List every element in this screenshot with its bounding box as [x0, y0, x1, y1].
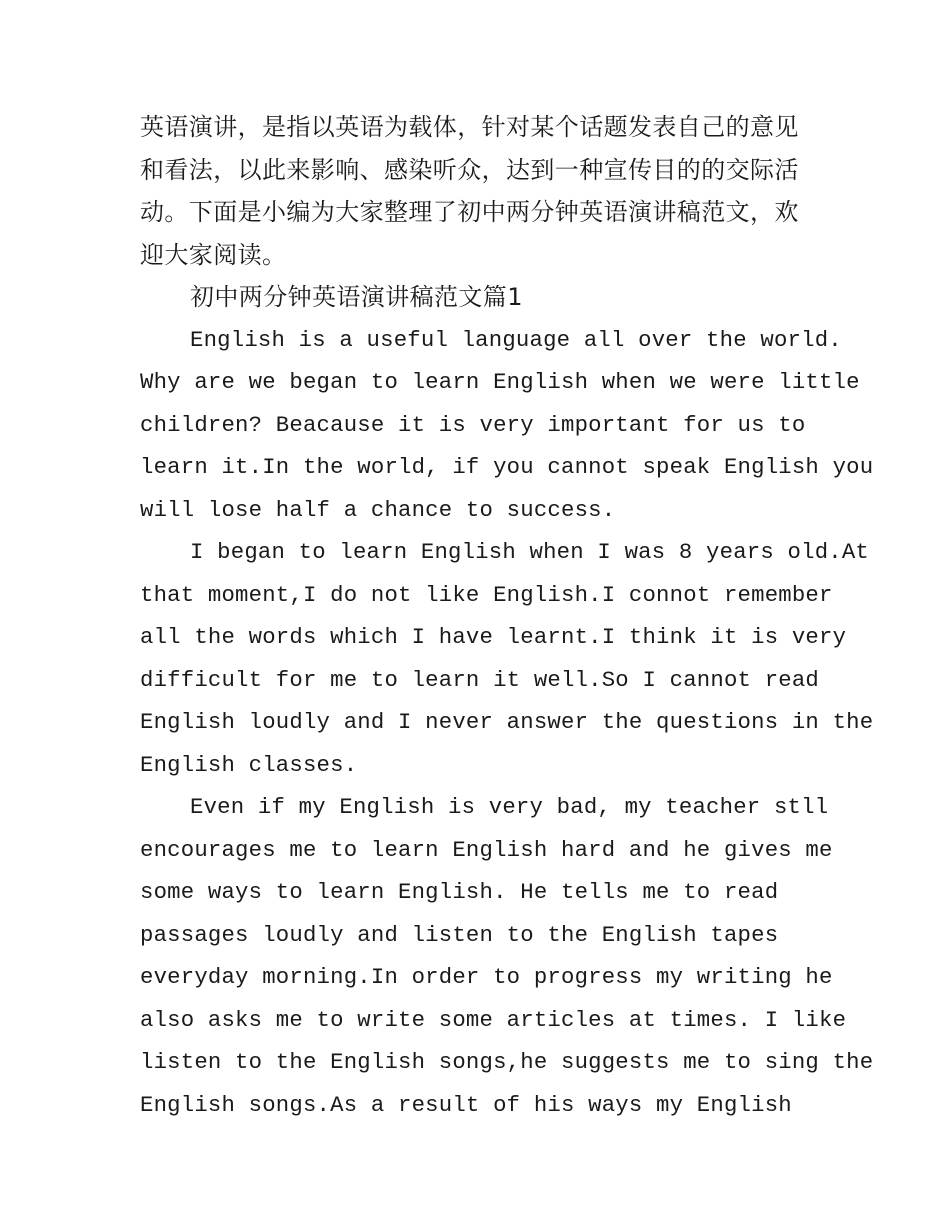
intro-line: 英语演讲，是指以英语为载体，针对某个话题发表自己的意见 — [140, 113, 799, 141]
paragraph-line: English is a useful language all over the world. — [190, 327, 842, 353]
paragraph-line: also asks me to write some articles at times. I like — [140, 1007, 847, 1033]
section-title: 初中两分钟英语演讲稿范文篇1 — [190, 283, 523, 311]
paragraph-line: that moment,I do not like English.I connot remember — [140, 582, 833, 608]
paragraph-line: Why are we began to learn English when we were little — [140, 369, 860, 395]
paragraph-line: will lose half a chance to success. — [140, 497, 616, 523]
paragraph-line: some ways to learn English. He tells me to read — [140, 879, 779, 905]
paragraph-line: all the words which I have learnt.I think it is very — [140, 624, 847, 650]
paragraph-line: everyday morning.In order to progress my writing he — [140, 964, 833, 990]
paragraph-line: passages loudly and listen to the English tapes — [140, 922, 779, 948]
paragraph-line: English loudly and I never answer the questions in the — [140, 709, 874, 735]
paragraph-line: listen to the English songs,he suggests me to sing the — [140, 1049, 874, 1075]
paragraph-line: English classes. — [140, 752, 358, 778]
paragraph-line: children? Beacause it is very important for us to — [140, 412, 806, 438]
paragraph-line: I began to learn English when I was 8 years old.At — [190, 539, 870, 565]
paragraph-line: encourages me to learn English hard and he gives me — [140, 837, 833, 863]
intro-line: 和看法，以此来影响、感染听众，达到一种宣传目的的交际活 — [140, 156, 799, 184]
paragraph-line: Even if my English is very bad, my teacher stll — [190, 794, 829, 820]
paragraph-line: learn it.In the world, if you cannot speak English you — [140, 454, 874, 480]
paragraph-line: difficult for me to learn it well.So I cannot read — [140, 667, 820, 693]
intro-line: 动。下面是小编为大家整理了初中两分钟英语演讲稿范文，欢 — [140, 198, 799, 226]
paragraph-line: English songs.As a result of his ways my English — [140, 1092, 792, 1118]
intro-line: 迎大家阅读。 — [140, 241, 287, 269]
